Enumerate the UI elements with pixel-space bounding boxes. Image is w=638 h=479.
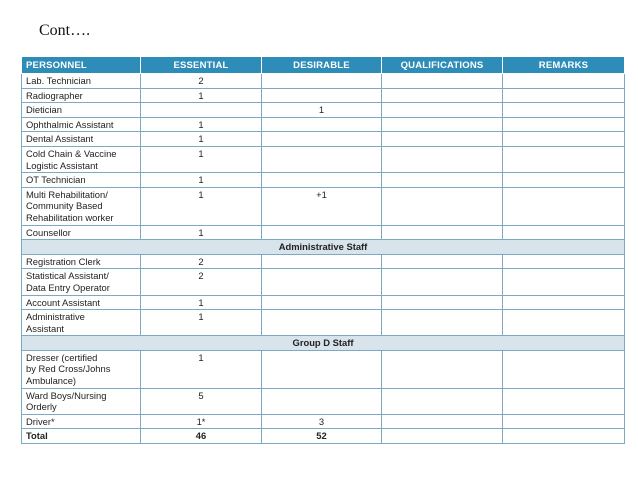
table-row xyxy=(22,388,625,414)
cell-remarks xyxy=(503,414,625,429)
cell-desirable xyxy=(262,225,382,240)
cell-remarks xyxy=(503,187,625,225)
table-row xyxy=(22,414,625,429)
cell-qualifications xyxy=(382,310,503,336)
header-remarks: REMARKS xyxy=(503,57,625,74)
cell-desirable: 52 xyxy=(262,429,382,444)
header-desirable: DESIRABLE xyxy=(262,57,382,74)
cell-essential: 2 xyxy=(141,254,262,269)
section-header-row xyxy=(22,336,625,351)
cell-essential: 1 xyxy=(141,310,262,336)
table-row xyxy=(22,295,625,310)
table-row xyxy=(22,146,625,172)
cell-personnel: Dental Assistant xyxy=(22,132,141,147)
table-row xyxy=(22,74,625,89)
cell-desirable xyxy=(262,74,382,89)
cell-desirable xyxy=(262,132,382,147)
cell-personnel: Ophthalmic Assistant xyxy=(22,117,141,132)
cell-remarks xyxy=(503,429,625,444)
cell-remarks xyxy=(503,146,625,172)
cell-essential: 1 xyxy=(141,187,262,225)
header-qualifications: QUALIFICATIONS xyxy=(382,57,503,74)
cell-personnel: Administrative Assistant xyxy=(22,310,141,336)
slide-title: Cont…. xyxy=(39,22,91,39)
cell-qualifications xyxy=(382,146,503,172)
cell-qualifications xyxy=(382,173,503,188)
cell-essential: 46 xyxy=(141,429,262,444)
section-header-row xyxy=(22,240,625,255)
cell-qualifications xyxy=(382,254,503,269)
cell-remarks xyxy=(503,88,625,103)
cell-remarks xyxy=(503,132,625,147)
cell-qualifications xyxy=(382,388,503,414)
cell-remarks xyxy=(503,350,625,388)
cell-qualifications xyxy=(382,269,503,295)
cell-desirable xyxy=(262,254,382,269)
cell-essential: 1 xyxy=(141,132,262,147)
cell-desirable xyxy=(262,350,382,388)
table-row xyxy=(22,187,625,225)
cell-desirable: 3 xyxy=(262,414,382,429)
cell-qualifications xyxy=(382,132,503,147)
cell-essential: 5 xyxy=(141,388,262,414)
cell-personnel: Cold Chain & Vaccine Logistic Assistant xyxy=(22,146,141,172)
table-row xyxy=(22,173,625,188)
cell-essential: 1 xyxy=(141,173,262,188)
table-row xyxy=(22,132,625,147)
cell-essential: 2 xyxy=(141,269,262,295)
cell-qualifications xyxy=(382,187,503,225)
table-header-row xyxy=(22,57,625,74)
table-body xyxy=(22,74,625,444)
cell-qualifications xyxy=(382,74,503,89)
cell-qualifications xyxy=(382,117,503,132)
cell-essential: 1 xyxy=(141,88,262,103)
cell-remarks xyxy=(503,388,625,414)
cell-desirable xyxy=(262,388,382,414)
cell-personnel: Radiographer xyxy=(22,88,141,103)
cell-personnel: Statistical Assistant/ Data Entry Operator xyxy=(22,269,141,295)
cell-remarks xyxy=(503,74,625,89)
cell-qualifications xyxy=(382,295,503,310)
cell-qualifications xyxy=(382,103,503,118)
cell-remarks xyxy=(503,103,625,118)
cell-personnel: Counsellor xyxy=(22,225,141,240)
cell-personnel: Account Assistant xyxy=(22,295,141,310)
cell-qualifications xyxy=(382,225,503,240)
cell-essential: 1 xyxy=(141,295,262,310)
section-label: Administrative Staff xyxy=(22,240,625,255)
staffing-table xyxy=(21,56,625,444)
cell-personnel: Driver* xyxy=(22,414,141,429)
cell-personnel: Dresser (certified by Red Cross/Johns Ambulance) xyxy=(22,350,141,388)
cell-essential xyxy=(141,103,262,118)
header-personnel: PERSONNEL xyxy=(22,57,141,74)
total-row xyxy=(22,429,625,444)
cell-personnel: Ward Boys/Nursing Orderly xyxy=(22,388,141,414)
table-row xyxy=(22,88,625,103)
cell-personnel: Dietician xyxy=(22,103,141,118)
table-row xyxy=(22,117,625,132)
table-row xyxy=(22,269,625,295)
cell-desirable xyxy=(262,269,382,295)
table-row xyxy=(22,225,625,240)
cell-desirable xyxy=(262,310,382,336)
cell-qualifications xyxy=(382,414,503,429)
cell-remarks xyxy=(503,117,625,132)
table-row xyxy=(22,310,625,336)
cell-personnel: Total xyxy=(22,429,141,444)
cell-qualifications xyxy=(382,429,503,444)
cell-essential: 1 xyxy=(141,225,262,240)
cell-remarks xyxy=(503,173,625,188)
header-essential: ESSENTIAL xyxy=(141,57,262,74)
table-row xyxy=(22,350,625,388)
cell-personnel: Multi Rehabilitation/ Community Based Rehabilitation worker xyxy=(22,187,141,225)
section-label: Group D Staff xyxy=(22,336,625,351)
table-row xyxy=(22,254,625,269)
cell-remarks xyxy=(503,254,625,269)
table-row xyxy=(22,103,625,118)
cell-essential: 1* xyxy=(141,414,262,429)
cell-desirable xyxy=(262,173,382,188)
cell-essential: 1 xyxy=(141,117,262,132)
cell-personnel: Lab. Technician xyxy=(22,74,141,89)
cell-remarks xyxy=(503,310,625,336)
cell-desirable xyxy=(262,88,382,103)
cell-personnel: OT Technician xyxy=(22,173,141,188)
cell-remarks xyxy=(503,269,625,295)
cell-personnel: Registration Clerk xyxy=(22,254,141,269)
cell-desirable xyxy=(262,146,382,172)
cell-remarks xyxy=(503,225,625,240)
cell-desirable: 1 xyxy=(262,103,382,118)
cell-remarks xyxy=(503,295,625,310)
cell-qualifications xyxy=(382,350,503,388)
cell-desirable: +1 xyxy=(262,187,382,225)
cell-essential: 2 xyxy=(141,74,262,89)
cell-qualifications xyxy=(382,88,503,103)
cell-desirable xyxy=(262,117,382,132)
cell-desirable xyxy=(262,295,382,310)
cell-essential: 1 xyxy=(141,350,262,388)
cell-essential: 1 xyxy=(141,146,262,172)
